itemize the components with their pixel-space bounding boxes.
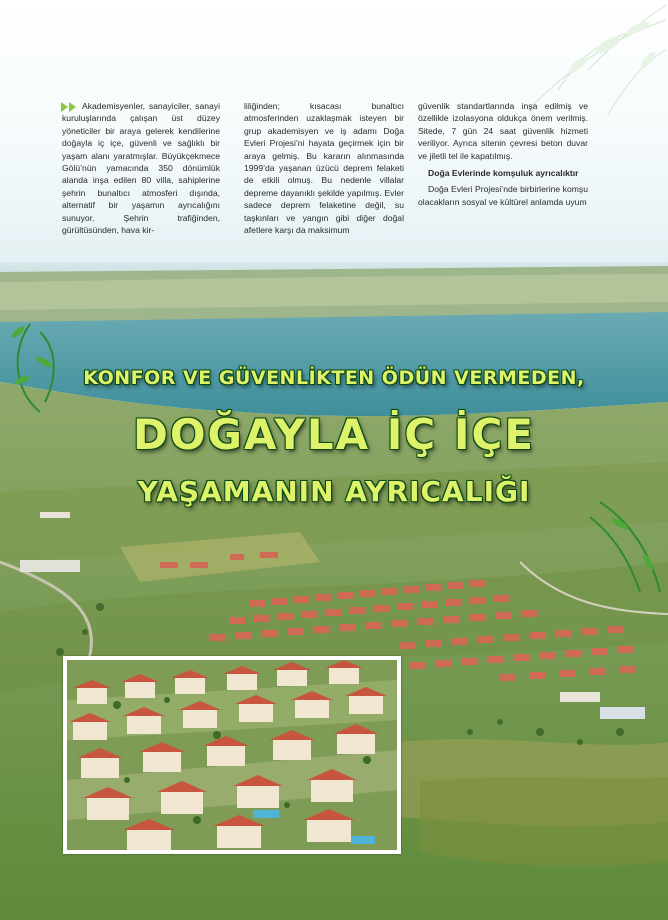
paragraph: liliğinden; kısacası bunaltıcı atmosferinden uzaklaşmak isteyen bir grup akademisyen ve iş adamı Doğa Evleri Projesi’ni hayata geçirmek için bir araya gelmiş. Bu kararın alınmasında 1999’da yaşanan üzücü deprem felaketi de etkili olmuş. Bu nedenle villalar depreme dayanıklı şekilde yapılmış. Evler sadece deprem felaketine değil, su taşkınları ve yangın gibi diğer doğal afetlere karşı da maksimum xyxy=(244,101,404,236)
paragraph: Doğa Evleri Projesi’nde birbirlerine komşu olacakların sosyal ve kültürel anlamda uyum xyxy=(418,184,588,207)
headline-line-3: YAŞAMANIN AYRICALIĞI xyxy=(137,475,531,508)
double-arrow-icon xyxy=(61,102,79,112)
text-column-1 xyxy=(62,100,220,239)
paragraph: güvenlik standartlarında inşa edilmiş ve özellikle izolasyona oldukça önem verilmiş. Sitede, 7 gün 24 saat güvenlik hizmeti veriliyor. Ayrıca sitenin çevresi beton duvar ve jiletli tel ile kapatılmış. xyxy=(418,101,588,161)
headline-line-2: DOĞAYLA İÇ İÇE xyxy=(132,410,536,459)
villa-closeup-photo xyxy=(63,656,401,854)
headline-line-1: KONFOR VE GÜVENLİKTEN ÖDÜN VERMEDEN, xyxy=(83,367,585,389)
section-subheading: Doğa Evlerinde komşuluk ayrıcalıktır xyxy=(428,168,579,179)
text-column-2 xyxy=(244,100,404,239)
text-column-3 xyxy=(418,100,588,211)
paragraph: Akademisyenler, sanayiciler, sanayi kuruluşlarında çalışan üst düzey yöneticiler bir araya gelerek kendilerine doğayla iç içe, güvenli ve sağlıklı bir yaşam alanı yaratmışlar. Büyükçekmece Gölü’nün yamacında 350 dönümlük alanda inşa edilen 80 villa, sahiplerine şehrin bunaltıcı atmosferi dışında, alternatif bir yaşamın ayrıcalığını sunuyor. Şehrin trafiğinden, gürültüsünden, hava kir- xyxy=(62,101,220,236)
